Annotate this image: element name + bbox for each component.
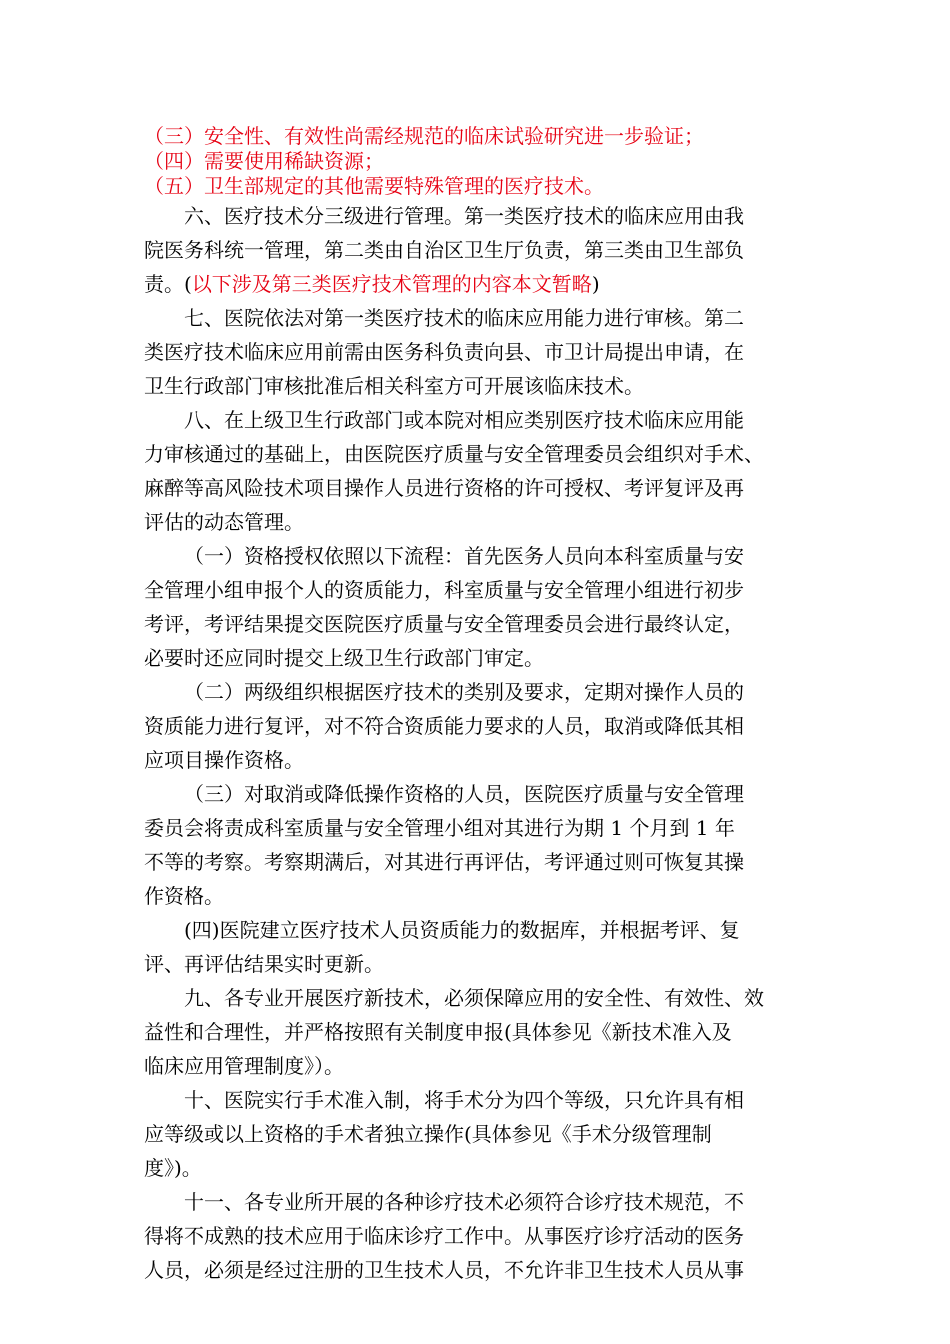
red-item-5: （五）卫生部规定的其他需要特殊管理的医疗技术。 <box>144 174 604 198</box>
text-segment: ) <box>591 272 600 296</box>
paragraph-6 <box>144 199 808 301</box>
paragraph-line: 益性和合理性，并严格按照有关制度申报(具体参见《新技术准入及 <box>144 1020 732 1044</box>
paragraph-line: 度》)。 <box>144 1156 202 1180</box>
paragraph-line: 评、再评估结果实时更新。 <box>144 952 384 976</box>
paragraph-line: 委员会将责成科室质量与安全管理小组对其进行为期 1 个月到 1 年 <box>144 816 735 840</box>
paragraph-line: 资质能力进行复评，对不符合资质能力要求的人员，取消或降低其相 <box>144 714 744 738</box>
paragraph-line: （一）资格授权依照以下流程：首先医务人员向本科室质量与安 <box>184 544 744 568</box>
paragraph-line-mixed <box>144 267 808 301</box>
paragraph-8-1 <box>144 539 808 675</box>
paragraph-8 <box>144 403 808 539</box>
paragraph-line: 七、医院依法对第一类医疗技术的临床应用能力进行审核。第二 <box>184 306 744 330</box>
paragraph-line: 十一、各专业所开展的各种诊疗技术必须符合诊疗技术规范，不 <box>184 1190 744 1214</box>
paragraph-line: 力审核通过的基础上，由医院医疗质量与安全管理委员会组织对手术、 <box>144 442 764 466</box>
paragraph-line: 得将不成熟的技术应用于临床诊疗工作中。从事医疗诊疗活动的医务 <box>144 1224 744 1248</box>
paragraph-11 <box>144 1185 808 1287</box>
paragraph-8-2 <box>144 675 808 777</box>
paragraph-line: 不等的考察。考察期满后，对其进行再评估，考评通过则可恢复其操 <box>144 850 744 874</box>
paragraph-line: 考评，考评结果提交医院医疗质量与安全管理委员会进行最终认定， <box>144 612 744 636</box>
paragraph-line: 麻醉等高风险技术项目操作人员进行资格的许可授权、考评复评及再 <box>144 476 744 500</box>
paragraph-line: 应等级或以上资格的手术者独立操作(具体参见《手术分级管理制 <box>144 1122 712 1146</box>
paragraph-7 <box>144 301 808 403</box>
paragraph-line: 九、各专业开展医疗新技术，必须保障应用的安全性、有效性、效 <box>184 986 764 1010</box>
paragraph-line: 人员，必须是经过注册的卫生技术人员，不允许非卫生技术人员从事 <box>144 1258 744 1282</box>
paragraph-line: （三）对取消或降低操作资格的人员，医院医疗质量与安全管理 <box>184 782 744 806</box>
paragraph-line: 院医务科统一管理，第二类由自治区卫生厅负责，第三类由卫生部负 <box>144 238 744 262</box>
paragraph-line: 六、医疗技术分三级进行管理。第一类医疗技术的临床应用由我 <box>184 204 744 228</box>
paragraph-line: 作资格。 <box>144 884 224 908</box>
paragraph-line: 全管理小组申报个人的资质能力，科室质量与安全管理小组进行初步 <box>144 578 744 602</box>
document-body <box>144 124 808 1287</box>
red-note: 以下涉及第三类医疗技术管理的内容本文暂略 <box>191 272 592 296</box>
paragraph-line: 卫生行政部门审核批准后相关科室方可开展该临床技术。 <box>144 374 644 398</box>
paragraph-line: 类医疗技术临床应用前需由医务科负责向县、市卫计局提出申请，在 <box>144 340 744 364</box>
paragraph-line: 临床应用管理制度》）。 <box>144 1054 344 1078</box>
text-segment: 责。( <box>144 272 192 296</box>
paragraph-9 <box>144 981 808 1083</box>
paragraph-8-3 <box>144 777 808 913</box>
red-item-3: （三）安全性、有效性尚需经规范的临床试验研究进一步验证； <box>144 124 704 148</box>
paragraph-10 <box>144 1083 808 1185</box>
paragraph-8-4 <box>144 913 808 981</box>
red-item-4: （四）需要使用稀缺资源； <box>144 149 384 173</box>
paragraph-line: (四)医院建立医疗技术人员资质能力的数据库，并根据考评、复 <box>184 918 740 942</box>
paragraph-line: （二）两级组织根据医疗技术的类别及要求，定期对操作人员的 <box>184 680 744 704</box>
paragraph-line: 评估的动态管理。 <box>144 510 304 534</box>
red-list <box>144 124 808 199</box>
paragraph-line: 十、医院实行手术准入制，将手术分为四个等级，只允许具有相 <box>184 1088 744 1112</box>
paragraph-line: 八、在上级卫生行政部门或本院对相应类别医疗技术临床应用能 <box>184 408 744 432</box>
paragraph-line: 必要时还应同时提交上级卫生行政部门审定。 <box>144 646 544 670</box>
paragraph-line: 应项目操作资格。 <box>144 748 304 772</box>
